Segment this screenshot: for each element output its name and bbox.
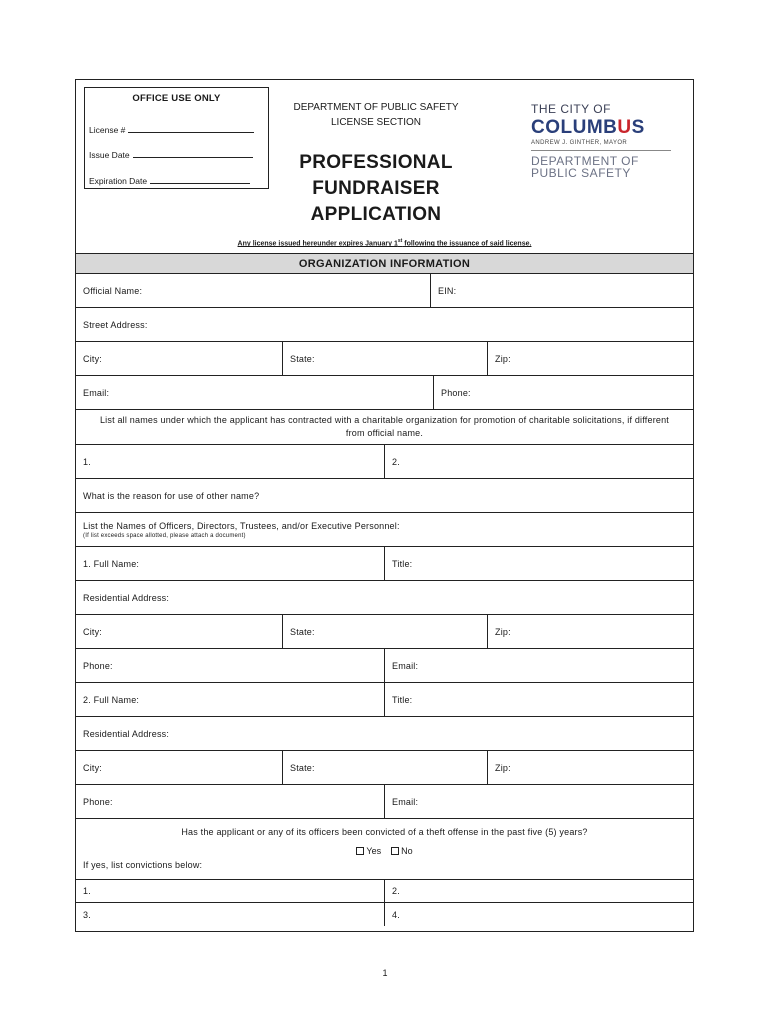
officer-1-phone-label: Phone: [83,660,113,671]
conviction-3-field[interactable] [76,903,384,926]
officer-1-zip-field[interactable] [487,615,693,648]
officers-instruction-note: (If list exceeds space allotted, please attach a document) [83,532,246,539]
official-name-field[interactable] [76,274,430,307]
title-line-1: PROFESSIONAL [299,152,453,173]
logo-columbus-main: COLUMB [531,117,618,138]
officer-1-state-field[interactable] [282,615,487,648]
conviction-question: Has the applicant or any of its officers been convicted of a theft offense in the past five (5) years? [181,827,588,837]
row-officer-1-city-state-zip [76,615,693,649]
row-officer-1-phone-email [76,649,693,683]
officer-2-residential-address-field[interactable] [76,717,693,750]
officer-2-residential-address-label: Residential Address: [83,728,170,739]
conviction-2-field[interactable] [384,880,693,902]
logo-city-of: THE CITY OF [531,102,611,116]
no-checkbox-icon[interactable] [391,847,399,855]
logo-columbus-end: S [631,117,645,138]
officer-1-state-label: State: [290,626,315,637]
email-field[interactable] [76,376,433,409]
issue-date-line [89,148,253,160]
conviction-no-option[interactable] [391,846,413,856]
officer-2-title-label: Title: [392,694,413,705]
officer-1-city-label: City: [83,626,102,637]
logo-divider [531,150,671,151]
officer-1-full-name-label: 1. Full Name: [83,558,140,569]
conviction-4-field[interactable] [384,903,693,926]
office-use-box [84,87,269,189]
other-name-2-label: 2. [392,456,400,467]
officers-instruction-label: List the Names of Officers, Directors, Trustees, and/or Executive Personnel: [83,520,400,531]
state-field[interactable] [282,342,487,375]
reason-other-name-field[interactable] [76,479,693,512]
expiration-notice-pre: Any license issued hereunder expires January 1 [237,240,398,248]
officer-1-residential-address-label: Residential Address: [83,592,170,603]
other-names-instruction: List all names under which the applicant has contracted with a charitable organization for promotion of charitable solicitations, if different from official name. [99,415,670,438]
expiration-notice-post: following the issuance of said license. [402,240,532,248]
expiration-notice-sup: st [397,238,403,244]
logo-columbus-accent: U [617,117,632,138]
row-officer-1-address [76,581,693,615]
row-street-address [76,308,693,342]
other-name-1-field[interactable] [76,445,384,478]
expiration-notice [76,238,693,247]
conviction-1-field[interactable] [76,880,384,902]
row-city-state-zip [76,342,693,376]
officer-2-state-field[interactable] [282,751,487,784]
page-title [281,150,471,228]
row-reason-other-name [76,479,693,513]
logo-mayor: ANDREW J. GINTHER, MAYOR [531,140,628,146]
officer-1-phone-field[interactable] [76,649,384,682]
reason-other-name-label: What is the reason for use of other name? [83,490,260,501]
officer-2-phone-field[interactable] [76,785,384,818]
row-officer-1-name [76,547,693,581]
row-officers-instruction [76,513,693,547]
officer-1-email-label: Email: [392,660,419,671]
license-number-line [89,123,254,135]
row-officer-2-address [76,717,693,751]
logo-department: DEPARTMENT OF [531,154,639,168]
no-label: No [401,846,413,856]
department-line: DEPARTMENT OF PUBLIC SAFETY [293,102,459,113]
application-form [75,79,694,932]
officers-instruction [76,513,693,546]
expiration-date-field[interactable] [150,174,250,184]
officer-2-email-label: Email: [392,796,419,807]
officer-1-title-label: Title: [392,558,413,569]
conviction-3-label: 3. [83,909,91,920]
row-officer-2-phone-email [76,785,693,819]
conviction-1-label: 1. [83,886,91,896]
zip-field[interactable] [487,342,693,375]
officer-2-full-name-label: 2. Full Name: [83,694,140,705]
officer-2-title-field[interactable] [384,683,693,716]
issue-date-field[interactable] [133,148,253,158]
logo-public-safety: PUBLIC SAFETY [531,166,631,180]
officer-2-email-field[interactable] [384,785,693,818]
section-organization-information: ORGANIZATION INFORMATION [76,253,693,274]
officer-1-title-field[interactable] [384,547,693,580]
row-official-name [76,274,693,308]
row-officer-2-name [76,683,693,717]
ein-field[interactable] [430,274,693,307]
email-label: Email: [83,387,110,398]
department-heading [276,100,476,130]
row-email-phone [76,376,693,410]
section-line: LICENSE SECTION [330,117,422,128]
row-convictions-1-2 [76,880,693,903]
official-name-label: Official Name: [83,285,143,296]
row-other-names-instruction [76,410,693,445]
license-number-field[interactable] [128,123,254,133]
row-officer-2-city-state-zip [76,751,693,785]
other-name-2-field[interactable] [384,445,693,478]
yes-label: Yes [366,846,382,856]
logo-columbus [531,117,681,139]
city-logo [531,102,681,187]
officer-1-email-field[interactable] [384,649,693,682]
state-label: State: [290,353,315,364]
street-address-field[interactable] [76,308,693,341]
phone-field[interactable] [433,376,693,409]
officer-1-zip-label: Zip: [495,626,511,637]
ein-label: EIN: [438,285,457,296]
officer-2-full-name-field[interactable] [76,683,384,716]
conviction-options [76,846,693,856]
yes-checkbox-icon[interactable] [356,847,364,855]
officer-2-phone-label: Phone: [83,796,113,807]
conviction-yes-option[interactable] [356,846,381,856]
other-name-1-label: 1. [83,456,91,467]
officer-2-city-field[interactable] [76,751,282,784]
officer-2-city-label: City: [83,762,102,773]
form-header [76,80,693,253]
row-convictions-3-4 [76,903,693,926]
expiration-date-line [89,174,250,186]
title-line-2: FUNDRAISER [312,178,440,199]
phone-label: Phone: [441,387,471,398]
list-convictions-label: If yes, list convictions below: [83,860,203,870]
issue-date-label: Issue Date [89,150,130,160]
city-field[interactable] [76,342,282,375]
row-other-names [76,445,693,479]
officer-1-full-name-field[interactable] [76,547,384,580]
conviction-4-label: 4. [392,909,400,920]
officer-2-zip-label: Zip: [495,762,511,773]
license-number-label: License # [89,125,126,135]
officer-1-city-field[interactable] [76,615,282,648]
conviction-question-block [76,819,693,880]
expiration-date-label: Expiration Date [89,176,148,186]
conviction-2-label: 2. [392,886,400,896]
title-line-3: APPLICATION [310,204,442,225]
officer-1-residential-address-field[interactable] [76,581,693,614]
office-use-title: OFFICE USE ONLY [132,93,221,104]
officer-2-state-label: State: [290,762,315,773]
street-address-label: Street Address: [83,319,148,330]
zip-label: Zip: [495,353,511,364]
city-label: City: [83,353,102,364]
page-number: 1 [382,968,388,978]
officer-2-zip-field[interactable] [487,751,693,784]
